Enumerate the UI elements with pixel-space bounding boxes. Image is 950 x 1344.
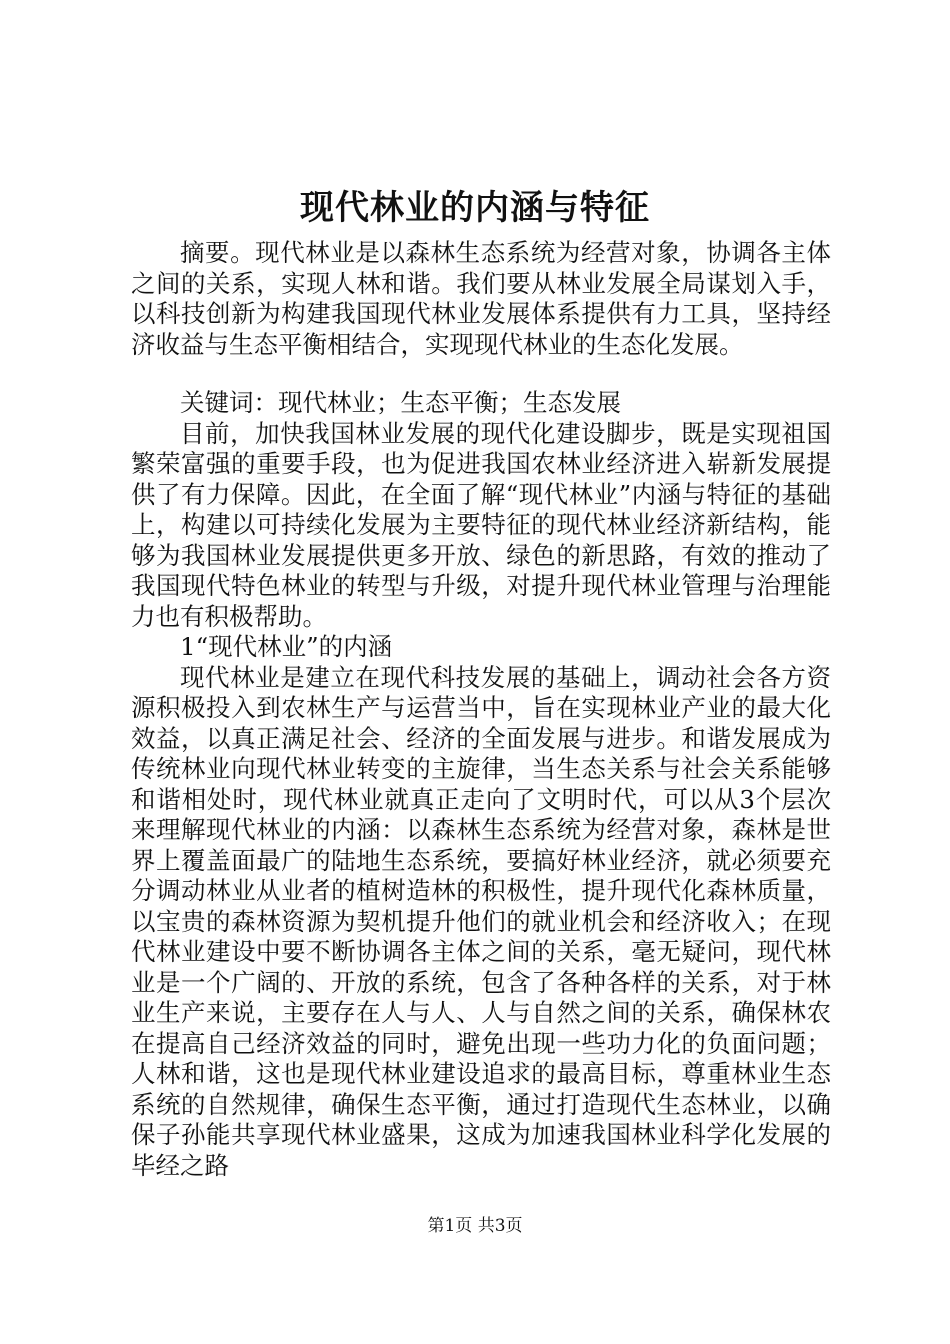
page-footer: 第1页 共3页 [427,1216,523,1236]
intro-paragraph: 目前，加快我国林业发展的现代化建设脚步，既是实现祖国繁荣富强的重要手段，也为促进我国农林业经济进入崭新发展提供了有力保障。因此，在全面了解“现代林业”内涵与特征的基础上，构建以可持续化发展为主要特征的现代林业经济新结构，能够为我国林业发展提供更多开放、绿色的新思路，有效的推动了我国现代特色林业的转型与升级，对提升现代林业管理与治理能力也有积极帮助。 [131,418,831,631]
abstract-paragraph: 摘要。现代林业是以森林生态系统为经营对象，协调各主体之间的关系，实现人林和谐。我们要从林业发展全局谋划入手，以科技创新为构建我国现代林业发展体系提供有力工具，坚持经济收益与生态平衡相结合，实现现代林业的生态化发展。 [131,238,831,359]
paragraph-gap [131,360,831,388]
page-title: 现代林业的内涵与特征 [300,188,650,228]
section-paragraph: 现代林业是建立在现代科技发展的基础上，调动社会各方资源积极投入到农林生产与运营当中，旨在实现林业产业的最大化效益，以真正满足社会、经济的全面发展与进步。和谐发展成为传统林业向现代林业转变的主旋律，当生态关系与社会关系能够和谐相处时，现代林业就真正走向了文明时代，可以从3个层次来理解现代林业的内涵：以森林生态系统为经营对象，森林是世界上覆盖面最广的陆地生态系统，要搞好林业经济，就必须要充分调动林业从业者的植树造林的积极性，提升现代化森林质量，以宝贵的森林资源为契机提升他们的就业机会和经济收入；在现代林业建设中要不断协调各主体之间的关系，毫无疑问，现代林业是一个广阔的、开放的系统，包含了各种各样的关系，对于林业生产来说，主要存在人与人、人与自然之间的关系，确保林农在提高自己经济效益的同时，避免出现一些功力化的负面问题；人林和谐，这也是现代林业建设追求的最高目标，尊重林业生态系统的自然规律，确保生态平衡，通过打造现代生态林业，以确保子孙能共享现代林业盛果，这成为加速我国林业科学化发展的毕经之路 [131,662,831,1180]
document-body [131,238,831,1181]
keywords-line: 关键词：现代林业；生态平衡；生态发展 [180,388,621,417]
section-heading: 1“现代林业”的内涵 [180,632,393,661]
